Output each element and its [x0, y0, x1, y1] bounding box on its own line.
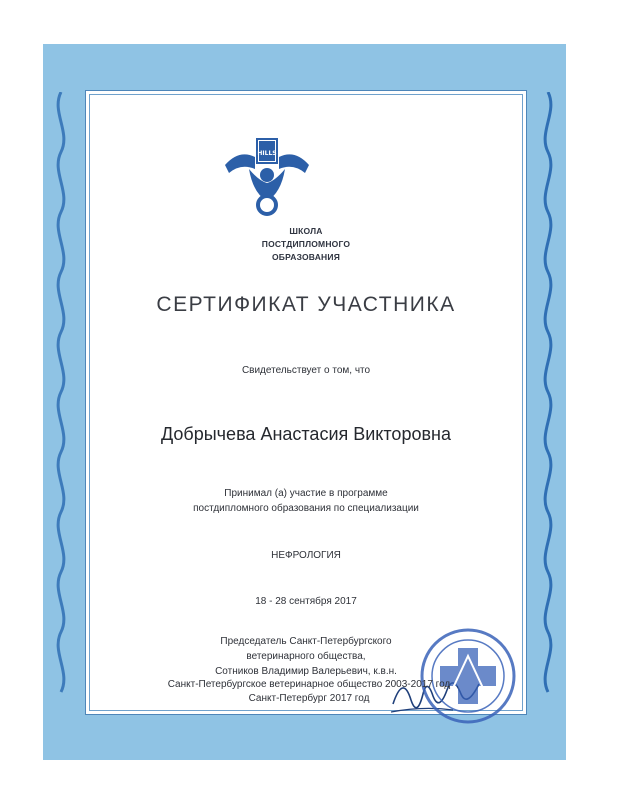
svg-text:HILLS: HILLS: [257, 150, 277, 157]
specialization: НЕФРОЛОГИЯ: [271, 550, 341, 561]
left-border-ornament: [49, 92, 73, 712]
participation-line1: Принимал (а) участие в программе: [224, 488, 388, 499]
participation-line2: постдипломного образования по специализации: [193, 503, 419, 514]
hills-school-logo-icon: [219, 135, 315, 217]
certificate-paper: [85, 90, 527, 715]
certificate-title: СЕРТИФИКАТ УЧАСТНИКА: [156, 293, 456, 316]
chairman-line1: Председатель Санкт-Петербургского: [220, 636, 392, 647]
school-name-line1: ШКОЛА: [289, 226, 323, 236]
school-name-line3: ОБРАЗОВАНИЯ: [271, 252, 341, 262]
school-name-line2: ПОСТДИПЛОМНОГО: [261, 239, 351, 249]
footer-line1: Санкт-Петербургское ветеринарное общество 2003-2017 год: [167, 679, 451, 690]
footer-line2: Санкт-Петербург 2017 год: [248, 693, 370, 704]
course-dates: 18 - 28 сентября 2017: [255, 596, 357, 607]
society-stamp-icon: [413, 626, 523, 726]
right-border-ornament: [536, 92, 560, 712]
chairman-line2: ветеринарного общества,: [246, 651, 366, 662]
recipient-name: Добрычева Анастасия Викторовна: [161, 424, 451, 444]
intro-text: Свидетельствует о том, что: [241, 365, 371, 376]
chairman-line3: Сотников Владимир Валерьевич, к.в.н.: [215, 666, 397, 677]
certificate-frame: [43, 44, 566, 760]
